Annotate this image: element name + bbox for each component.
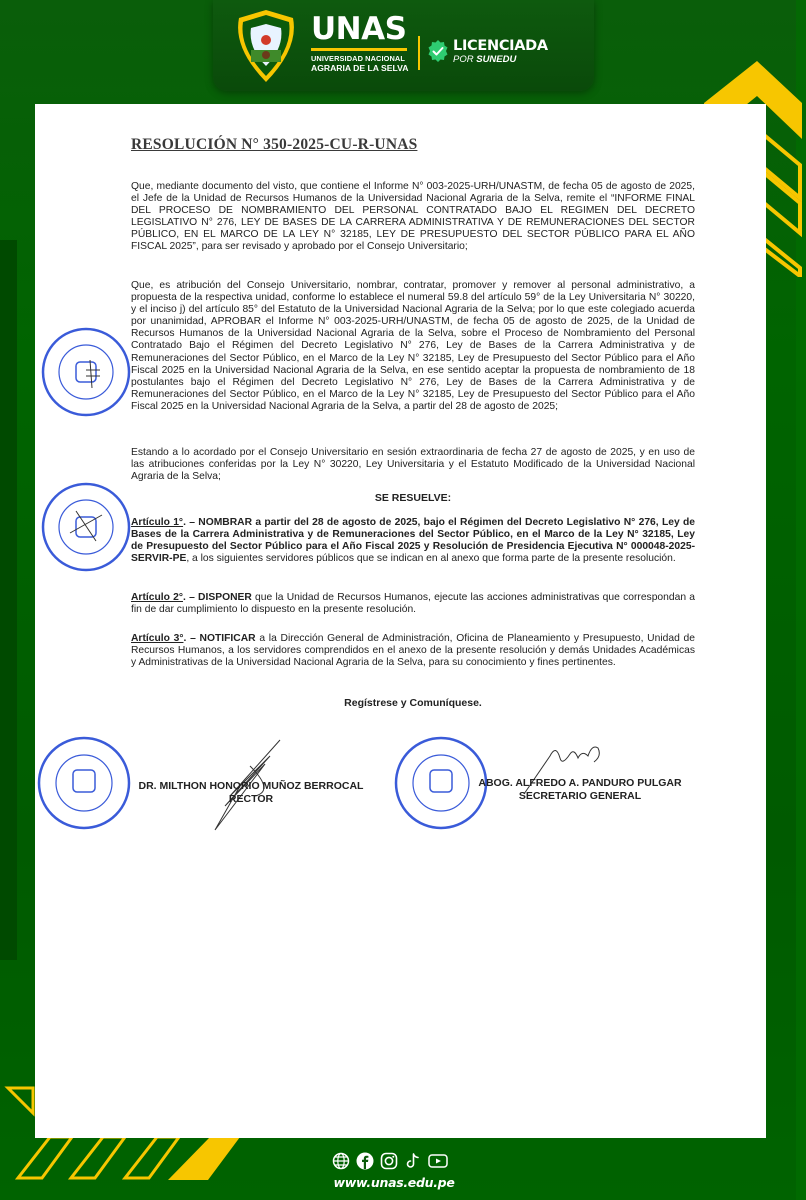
article-text: , a los siguientes servidores públicos que se indican en al anexo que forma parte de la presente resolución.: [186, 553, 676, 565]
article-bold: NOTIFICAR: [199, 633, 256, 644]
signatory-role: RECTOR: [228, 793, 274, 805]
license-title: LICENCIADA: [453, 38, 548, 54]
signatory-secretary: [465, 777, 695, 803]
seal-rectorado: [35, 734, 133, 832]
article-3: [131, 633, 695, 669]
brand-block: [311, 11, 421, 73]
background-shade: [0, 240, 17, 960]
paragraph-atribucion: Que, es atribución del Consejo Universitario, nombrar, contratar, promover y remover al personal administrativo, a propuesta de la respectiva unidad, conforme lo establece el numeral 59.8 del artículo 59° de la Ley Universitaria N° 30220, y el inciso j) del artículo 85° del Estatuto de la Universidad Nacional Agraria de la Selva; por lo que este colegiado acuerda por unanimidad, APROBAR el Informe N° 003-2025-URH/UNASTM, de fecha 05 de agosto de 2025, de la Unidad de Recursos Humanos de la Universidad Nacional Agraria de la Selva, sobre el Proceso de Nombramiento del Personal Contratado Bajo el Régimen del Decreto Legislativo N° 276, Ley de Bases de la Carrera Administrativa y de Remuneraciones del Sector Público, en el Marco de la Ley N° 32185, Ley de Presupuesto del Sector Público para el Año Fiscal 2025 en la Universidad Nacional Agraria de la Selva, en ese sentido aceptar la propuesta de nombramiento de 18 postulantes bajo el Régimen del Decreto Legislativo N° 276, Ley de Bases de la Carrera Administrativa y de Remuneraciones del Sector Público, en el Marco de la Ley N° 32185, Ley de Presupuesto del Sector Público para el Año Fiscal 2025 en la Universidad Nacional Agraria de la Selva, a partir del 28 de agosto de 2025;: [131, 280, 695, 412]
signatory-rector: [131, 780, 371, 806]
website-link[interactable]: www.unas.edu.pe: [333, 1175, 455, 1190]
header-banner: [213, 0, 594, 91]
university-crest-logo[interactable]: [231, 8, 301, 84]
closing-phrase: Regístrese y Comuníquese.: [344, 697, 482, 709]
header-separator: [418, 36, 420, 70]
social-links: [332, 1152, 446, 1170]
globe-icon[interactable]: [332, 1152, 350, 1170]
seal-vicerrectorado-academico: [40, 481, 132, 573]
signatory-name: DR. MILTHON HONORIO MUÑOZ BERROCAL: [138, 780, 364, 792]
brand-name: UNAS: [311, 11, 407, 47]
paragraph-estando: Estando a lo acordado por el Consejo Universitario en sesión extraordinaria de fecha 27 de agosto de 2025, y en uso de las atribuciones conferidas por la Ley N° 30220, Ley Universitaria y el Estatuto Modificado de la Universidad Nacional Agraria de la Selva;: [131, 447, 695, 483]
license-prefix: POR: [453, 54, 474, 65]
verified-badge-icon: [427, 40, 449, 62]
signatory-role: SECRETARIO GENERAL: [518, 790, 642, 802]
resolution-title: RESOLUCIÓN N° 350-2025-CU-R-UNAS: [131, 136, 418, 153]
article-sep: . –: [183, 517, 199, 528]
youtube-icon[interactable]: [428, 1152, 446, 1170]
article-bold: DISPONER: [198, 592, 252, 603]
facebook-icon[interactable]: [356, 1152, 374, 1170]
license-block: [453, 39, 548, 65]
article-label: Artículo 2°: [131, 592, 183, 603]
paragraph-visto: Que, mediante documento del visto, que contiene el Informe N° 003-2025-URH/UNASTM, de fecha 05 de agosto de 2025, el Jefe de la Unidad de Recursos Humanos de la Universidad Nacional Agraria de la Selva, remite el “INFORME FINAL DEL PROCESO DE NOMBRAMIENTO DEL PERSONAL CONTRATADO BAJO EL REGIMEN DEL DECRETO LEGISLATIVO N° 276, LEY DE BASES DE LA CARRERA ADMINISTRATIVA Y DE REMUNERACIONES DEL SECTOR PÚBLICO, EN EL MARCO DE LA LEY N° 32185, LEY DE PRESUPUESTO DEL SECTOR PÚBLICO PARA EL AÑO FISCAL 2025”, para ser revisado y aprobado por el Consejo Universitario;: [131, 181, 695, 253]
article-label: Artículo 1°: [131, 517, 184, 528]
signatory-name: ABOG. ALFREDO A. PANDURO PULGAR: [478, 777, 682, 789]
tiktok-icon[interactable]: [404, 1152, 422, 1170]
article-text: que la Unidad de Recursos Humanos, ejecute las acciones administrativas que correspondan a fin de dar cumplimiento lo dispuesto en la presente resolución.: [131, 592, 696, 616]
brand-subtitle-2: AGRARIA DE LA SELVA: [311, 63, 409, 73]
article-bold: NOMBRAR a partir del 28 de agosto de 2025, bajo el Régimen del Decreto Legislativo N° 276, Ley de Bases de la Carrera Administrativa y de Remuneraciones del Sector Público, en el Marco de la Ley N° 32185, Ley de Presupuesto del Sector Público para el Año Fiscal 2025 y Resolución de Presidencia Ejecutiva N° 000048-2025-SERVIR-PE: [131, 517, 696, 565]
license-authority: SUNEDU: [476, 54, 517, 65]
brand-subtitle-1: UNIVERSIDAD NACIONAL: [311, 54, 405, 63]
document-page: [35, 104, 766, 1138]
article-2: [131, 592, 695, 616]
brand-divider: [311, 48, 407, 51]
resolve-heading: SE RESUELVE:: [374, 492, 452, 504]
article-text: a la Dirección General de Administración, Oficina de Planeamiento y Presupuesto, Unidad de Recursos Humanos, a los servidores comprendidos en el anexo de la presente resolución y demás Unidades Académicas y Administrativas de la Universidad Nacional Agraria de la Selva, para su conocimiento y fines pertinentes.: [131, 633, 695, 669]
article-label: Artículo 3°: [131, 633, 184, 644]
article-1: [131, 517, 695, 565]
license-subtitle: [453, 54, 548, 65]
instagram-icon[interactable]: [380, 1152, 398, 1170]
seal-asesoria-juridica: [40, 326, 132, 418]
article-sep: . –: [182, 592, 199, 603]
article-sep: . –: [183, 633, 200, 644]
